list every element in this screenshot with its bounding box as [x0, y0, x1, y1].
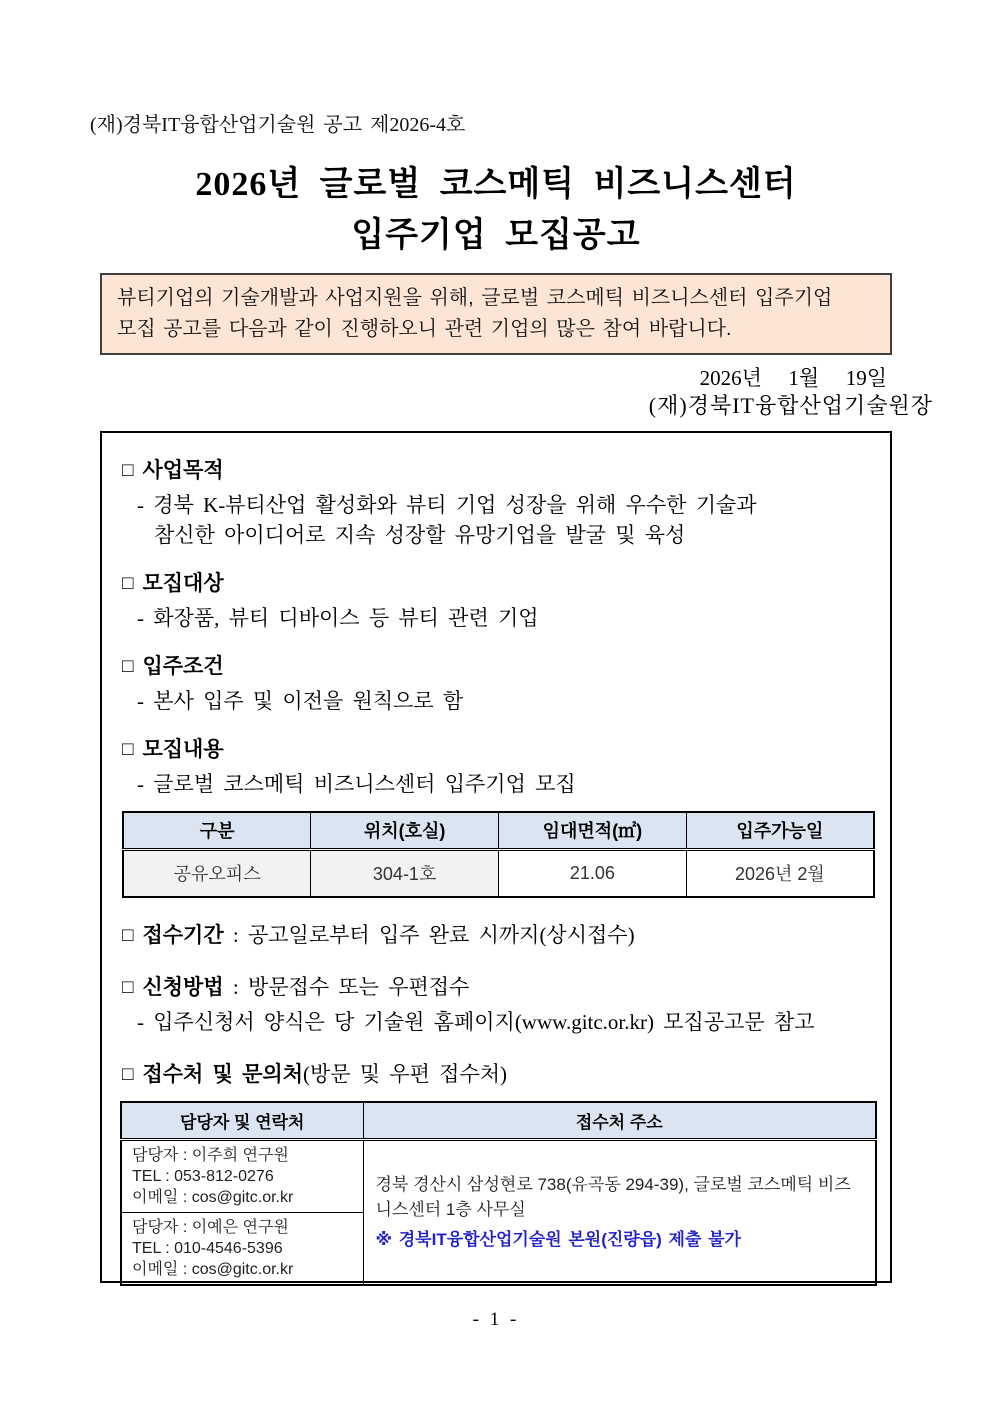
submission-note: ※ 경북IT융합산업기술원 본원(진량읍) 제출 불가	[375, 1230, 741, 1249]
section-method-text: : 방문접수 또는 우편접수	[223, 975, 470, 999]
notice-line-2: 모집 공고를 다음과 같이 진행하오니 관련 기업의 많은 참여 바랍니다.	[117, 318, 732, 340]
section-purpose-title: 사업목적	[142, 458, 224, 482]
space-table-header-location: 위치(호실)	[311, 812, 499, 849]
section-target-heading	[122, 568, 870, 600]
contact-1-name: 담당자 : 이주희 연구원	[132, 1146, 289, 1164]
section-period-heading	[122, 920, 870, 952]
section-purpose-heading	[122, 455, 870, 487]
contact-2-tel: TEL : 010-4546-5396	[132, 1239, 283, 1257]
section-method-line-1: - 입주신청서 양식은 당 기술원 홈페이지(www.gitc.or.kr) 모집공고문 참고	[137, 1010, 815, 1034]
checkbox-icon: □	[122, 977, 134, 998]
section-purpose-line-2: 참신한 아이디어로 지속 성장할 유망기업을 발굴 및 육성	[154, 523, 686, 547]
checkbox-icon: □	[122, 739, 134, 760]
section-contact-heading	[122, 1059, 870, 1091]
space-table-header-row	[123, 812, 874, 849]
section-condition-line-1: - 본사 입주 및 이전을 원칙으로 함	[137, 689, 464, 713]
contact-table-row-1	[121, 1139, 876, 1212]
section-content-line-1: - 글로벌 코스메틱 비즈니스센터 입주기업 모집	[137, 772, 576, 796]
space-table-header-category: 구분	[123, 812, 311, 849]
submission-address-cell	[363, 1139, 876, 1285]
section-contact-text: (방문 및 우편 접수처)	[303, 1062, 508, 1086]
notice-box	[100, 273, 892, 355]
section-content-title: 모집내용	[142, 737, 224, 761]
contact-1-tel: TEL : 053-812-0276	[132, 1167, 274, 1185]
doc-number: (재)경북IT융합산업기술원 공고 제2026-4호	[90, 114, 466, 136]
section-period-title: 접수기간	[142, 923, 224, 947]
space-table-cell-movein-date: 2026년 2월	[686, 849, 874, 897]
space-table-header-area: 임대면적(㎡)	[499, 812, 687, 849]
document-sheet	[0, 108, 992, 1331]
title-line-2: 입주기업 모집공고	[351, 217, 641, 254]
space-table-row	[123, 849, 874, 897]
announcement-date: 2026년 1월 19일	[699, 366, 887, 390]
contact-person-1	[121, 1139, 363, 1212]
section-method-title: 신청방법	[142, 975, 224, 999]
checkbox-icon: □	[122, 925, 134, 946]
contact-table-header-address: 접수처 주소	[363, 1102, 876, 1139]
space-table-cell-category: 공유오피스	[123, 849, 311, 897]
section-period-text: : 공고일로부터 입주 완료 시까지(상시접수)	[223, 923, 635, 947]
checkbox-icon: □	[122, 460, 134, 481]
contact-table-header-person: 담당자 및 연락처	[121, 1102, 363, 1139]
section-condition-heading	[122, 651, 870, 683]
main-content-box	[100, 431, 892, 1283]
contact-2-email: 이메일 : cos@gitc.or.kr	[132, 1260, 294, 1278]
checkbox-icon: □	[122, 573, 134, 594]
section-content-heading	[122, 734, 870, 766]
space-table-cell-area: 21.06	[499, 849, 687, 897]
document-title	[90, 159, 902, 261]
section-condition-title: 입주조건	[142, 654, 224, 678]
contact-table	[120, 1101, 877, 1286]
page-number: - 1 -	[472, 1309, 520, 1330]
space-table-cell-location: 304-1호	[311, 849, 499, 897]
title-line-1: 2026년 글로벌 코스메틱 비즈니스센터	[195, 166, 797, 203]
contact-1-email: 이메일 : cos@gitc.or.kr	[132, 1188, 294, 1206]
notice-line-1: 뷰티기업의 기술개발과 사업지원을 위해, 글로벌 코스메틱 비즈니스센터 입주기업	[117, 287, 833, 309]
checkbox-icon: □	[122, 1064, 134, 1085]
space-table	[122, 811, 875, 898]
submission-address: 경북 경산시 삼성현로 738(유곡동 294-39), 글로벌 코스메틱 비즈니스센터 1층 사무실	[375, 1175, 851, 1219]
checkbox-icon: □	[122, 656, 134, 677]
date-block	[90, 365, 933, 419]
section-method-heading	[122, 972, 870, 1004]
signer: (재)경북IT융합산업기술원장	[648, 393, 933, 418]
contact-person-2	[121, 1212, 363, 1285]
contact-2-name: 담당자 : 이예은 연구원	[132, 1218, 289, 1236]
contact-table-header-row	[121, 1102, 876, 1139]
section-contact-title: 접수처 및 문의처	[142, 1062, 303, 1086]
section-target-title: 모집대상	[142, 571, 224, 595]
section-target-line-1: - 화장품, 뷰티 디바이스 등 뷰티 관련 기업	[137, 606, 539, 630]
space-table-header-movein-date: 입주가능일	[686, 812, 874, 849]
section-purpose-line-1: - 경북 K-뷰티산업 활성화와 뷰티 기업 성장을 위해 우수한 기술과	[137, 493, 757, 517]
